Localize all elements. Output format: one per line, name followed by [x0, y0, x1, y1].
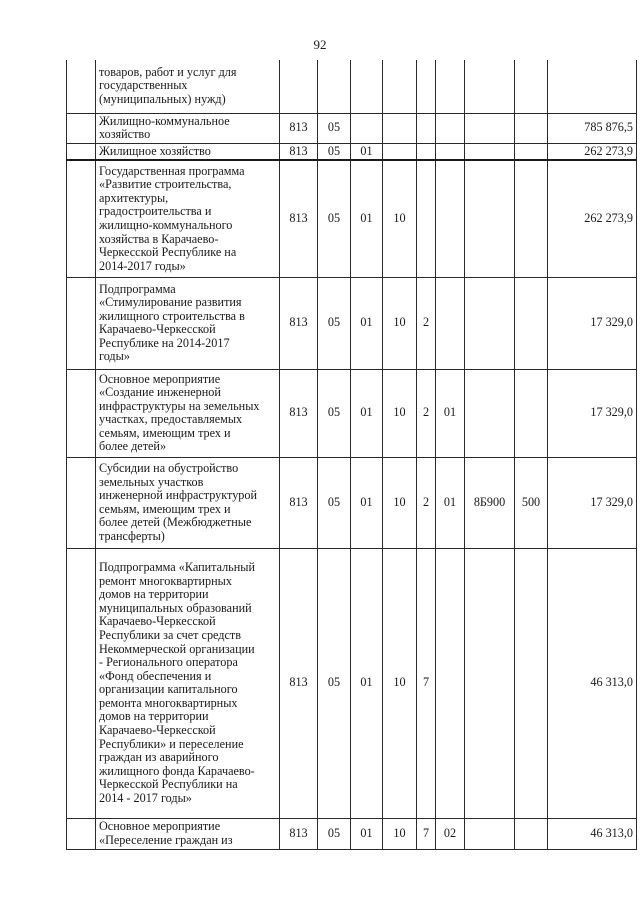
table-row [67, 457, 637, 548]
subprogram-code: 2 [417, 369, 436, 457]
amount: 785 876,5 [548, 113, 637, 143]
amount: 46 313,0 [548, 818, 637, 849]
ministry-code: 813 [280, 160, 318, 277]
subprogram-code [417, 113, 436, 143]
program-code: 10 [383, 369, 417, 457]
subsection-code: 01 [351, 143, 383, 160]
expense-name: Основное мероприятие «Создание инженерной инфраструктуры на земельных участках, предоставляемых семьям, имеющим трех и более детей» [96, 369, 280, 457]
expense-type-code [515, 113, 548, 143]
amount: 262 273,9 [548, 160, 637, 277]
ministry-code: 813 [280, 548, 318, 818]
subsection-code: 01 [351, 277, 383, 369]
subprogram-code [417, 60, 436, 113]
row-index-cell [67, 277, 96, 369]
expense-type-code [515, 369, 548, 457]
program-code [383, 113, 417, 143]
section-code: 05 [318, 113, 351, 143]
expense-name: Жилищно-коммунальное хозяйство [96, 113, 280, 143]
ministry-code: 813 [280, 369, 318, 457]
expense-type-code [515, 277, 548, 369]
subsection-code: 01 [351, 818, 383, 849]
expense-type-code [515, 143, 548, 160]
direction-code: 01 [436, 457, 465, 548]
row-index-cell [67, 143, 96, 160]
expense-type-code [515, 548, 548, 818]
row-index-cell [67, 60, 96, 113]
amount: 46 313,0 [548, 548, 637, 818]
budget-table [66, 60, 637, 850]
target-article-code [465, 60, 515, 113]
table-row [67, 143, 637, 160]
section-code [318, 60, 351, 113]
subsection-code: 01 [351, 548, 383, 818]
subprogram-code: 2 [417, 277, 436, 369]
target-article-code [465, 277, 515, 369]
direction-code [436, 277, 465, 369]
expense-name: товаров, работ и услуг для государственных (муниципальных) нужд) [96, 60, 280, 113]
direction-code: 02 [436, 818, 465, 849]
row-index-cell [67, 369, 96, 457]
direction-code [436, 548, 465, 818]
target-article-code [465, 548, 515, 818]
program-code [383, 60, 417, 113]
subprogram-code: 7 [417, 818, 436, 849]
target-article-code [465, 818, 515, 849]
target-article-code [465, 113, 515, 143]
ministry-code [280, 60, 318, 113]
section-code: 05 [318, 369, 351, 457]
program-code: 10 [383, 457, 417, 548]
section-code: 05 [318, 548, 351, 818]
ministry-code: 813 [280, 457, 318, 548]
expense-name: Субсидии на обустройство земельных участков инженерной инфраструктурой семьям, имеющим трех и более детей (Межбюджетные трансферты) [96, 457, 280, 548]
expense-type-code [515, 60, 548, 113]
amount: 17 329,0 [548, 277, 637, 369]
row-index-cell [67, 160, 96, 277]
direction-code: 01 [436, 369, 465, 457]
table-row [67, 160, 637, 277]
table-row [67, 113, 637, 143]
program-code [383, 143, 417, 160]
section-code: 05 [318, 818, 351, 849]
target-article-code [465, 143, 515, 160]
expense-name: Подпрограмма «Капитальный ремонт многоквартирных домов на территории муниципальных образований Карачаево-Черкесской Республики за счет средств Некоммерческой организации - Регионального оператора «Фонд обеспечения и организации капитального ремонта многоквартирных домов на территории Карачаево-Черкесской Республики» и переселение граждан из аварийного жилищного фонда Карачаево- Черкесской Республики на 2014 - 2017 годы» [96, 548, 280, 818]
subprogram-code [417, 160, 436, 277]
ministry-code: 813 [280, 818, 318, 849]
target-article-code: 8Б900 [465, 457, 515, 548]
section-code: 05 [318, 143, 351, 160]
row-index-cell [67, 548, 96, 818]
subprogram-code: 7 [417, 548, 436, 818]
row-index-cell [67, 818, 96, 849]
amount: 262 273,9 [548, 143, 637, 160]
direction-code [436, 60, 465, 113]
direction-code [436, 143, 465, 160]
target-article-code [465, 160, 515, 277]
table-row [67, 277, 637, 369]
program-code: 10 [383, 548, 417, 818]
program-code: 10 [383, 277, 417, 369]
subsection-code [351, 113, 383, 143]
subsection-code [351, 60, 383, 113]
expense-name: Жилищное хозяйство [96, 143, 280, 160]
amount [548, 60, 637, 113]
expense-name: Подпрограмма «Стимулирование развития жилищного строительства в Карачаево-Черкесской Республике на 2014-2017 годы» [96, 277, 280, 369]
section-code: 05 [318, 457, 351, 548]
ministry-code: 813 [280, 277, 318, 369]
expense-name: Государственная программа «Развитие строительства, архитектуры, градостроительства и жилищно-коммунального хозяйства в Карачаево- Черкесской Республике на 2014-2017 годы» [96, 160, 280, 277]
amount: 17 329,0 [548, 457, 637, 548]
subsection-code: 01 [351, 457, 383, 548]
program-code: 10 [383, 818, 417, 849]
table-row [67, 818, 637, 849]
table-row [67, 60, 637, 113]
table-row [67, 369, 637, 457]
program-code: 10 [383, 160, 417, 277]
subprogram-code [417, 143, 436, 160]
expense-type-code [515, 818, 548, 849]
page-number: 92 [313, 37, 327, 52]
ministry-code: 813 [280, 143, 318, 160]
section-code: 05 [318, 277, 351, 369]
target-article-code [465, 369, 515, 457]
section-code: 05 [318, 160, 351, 277]
expense-name: Основное мероприятие «Переселение граждан из [96, 818, 280, 849]
subsection-code: 01 [351, 160, 383, 277]
row-index-cell [67, 457, 96, 548]
direction-code [436, 160, 465, 277]
expense-type-code: 500 [515, 457, 548, 548]
table-row [67, 548, 637, 818]
subprogram-code: 2 [417, 457, 436, 548]
subsection-code: 01 [351, 369, 383, 457]
direction-code [436, 113, 465, 143]
ministry-code: 813 [280, 113, 318, 143]
amount: 17 329,0 [548, 369, 637, 457]
expense-type-code [515, 160, 548, 277]
row-index-cell [67, 113, 96, 143]
